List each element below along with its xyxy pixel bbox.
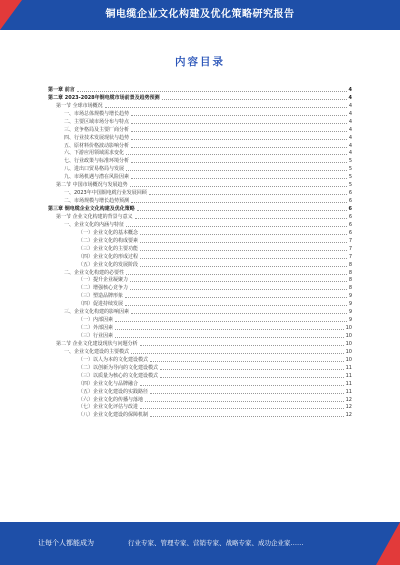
toc-entry-page: 5 — [348, 182, 352, 189]
toc-entry-title: 第二节 企业文化建设现状与问题分析 — [56, 340, 138, 347]
toc-leader-dots — [105, 107, 347, 108]
table-of-contents — [48, 85, 352, 418]
toc-entry-title: （五）企业文化建设的实践路径 — [78, 388, 149, 395]
toc-entry-page: 7 — [348, 237, 352, 244]
toc-entry-title: （三）以质量为核心的文化建设模式 — [78, 372, 159, 379]
toc-entry-page: 12 — [345, 396, 352, 403]
toc-entry-page: 4 — [348, 126, 352, 133]
toc-leader-dots — [140, 385, 344, 386]
toc-entry-page: 9 — [348, 309, 352, 316]
toc-entry-page: 6 — [348, 229, 352, 236]
toc-leader-dots — [125, 305, 347, 306]
toc-entry[interactable] — [48, 315, 352, 323]
footer-accent — [376, 522, 400, 565]
toc-entry[interactable] — [48, 268, 352, 276]
toc-entry-title: （一）企业文化的基本概念 — [78, 229, 139, 236]
toc-leader-dots — [150, 416, 344, 417]
toc-entry-page: 11 — [345, 388, 352, 395]
toc-leader-dots — [131, 147, 347, 148]
toc-entry-page: 4 — [348, 150, 352, 157]
toc-entry-page: 10 — [345, 325, 352, 332]
toc-entry-title: 第三章 铜电缆企业文化构建及优化策略 — [48, 206, 135, 212]
toc-entry-page: 12 — [345, 412, 352, 419]
toc-entry[interactable] — [48, 252, 352, 260]
toc-entry-page: 9 — [348, 293, 352, 300]
toc-entry[interactable] — [48, 141, 352, 149]
footer-slogan: 让每个人都能成为 — [38, 539, 94, 547]
toc-entry[interactable] — [48, 212, 352, 220]
toc-entry-title: （二）以创新为导向的文化建设模式 — [78, 364, 159, 371]
toc-leader-dots — [131, 202, 347, 203]
toc-entry-page: 7 — [348, 253, 352, 260]
toc-entry-page: 8 — [348, 261, 352, 268]
toc-entry[interactable] — [48, 276, 352, 284]
toc-entry-page: 9 — [348, 317, 352, 324]
toc-entry[interactable] — [48, 196, 352, 204]
toc-entry-title: 第二节 中国市场概况与发展趋势 — [56, 182, 128, 189]
toc-leader-dots — [149, 194, 347, 195]
toc-leader-dots — [140, 258, 347, 259]
toc-entry[interactable] — [48, 323, 352, 331]
toc-entry-title: 六、下游应用领域需求变化 — [64, 150, 125, 157]
toc-entry-page: 6 — [348, 213, 352, 220]
toc-entry[interactable] — [48, 331, 352, 339]
toc-entry-page: 5 — [348, 158, 352, 165]
toc-leader-dots — [130, 186, 347, 187]
toc-entry-page: 11 — [345, 380, 352, 387]
toc-entry-title: 一、企业文化的内涵与特征 — [64, 221, 125, 228]
toc-entry-page: 4 — [348, 102, 352, 109]
toc-entry-title: 一、市场总体规模与增长趋势 — [64, 110, 130, 117]
toc-entry[interactable] — [48, 172, 352, 180]
toc-entry-page: 4 — [348, 94, 352, 101]
toc-entry[interactable] — [48, 299, 352, 307]
toc-entry[interactable] — [48, 355, 352, 363]
toc-leader-dots — [115, 329, 344, 330]
toc-entry-title: 一、企业文化建设的主要模式 — [64, 348, 130, 355]
toc-entry[interactable] — [48, 260, 352, 268]
toc-entry-page: 11 — [345, 364, 352, 371]
toc-leader-dots — [130, 289, 347, 290]
toc-entry-page: 12 — [345, 404, 352, 411]
toc-leader-dots — [145, 401, 344, 402]
toc-leader-dots — [135, 218, 347, 219]
toc-leader-dots — [131, 178, 347, 179]
toc-entry-title: 五、原材料价格波动影响分析 — [64, 142, 130, 149]
toc-entry-title: （一）提升企业凝聚力 — [78, 277, 129, 284]
toc-entry-title: （八）企业文化建设的保障机制 — [78, 412, 149, 419]
toc-entry-page: 6 — [348, 190, 352, 197]
toc-entry-title: （四）促进持续发展 — [78, 301, 124, 308]
toc-entry-title: 三、企业文化构建的影响因素 — [64, 309, 130, 316]
toc-entry[interactable] — [48, 403, 352, 411]
toc-leader-dots — [150, 361, 344, 362]
toc-entry-page: 4 — [348, 142, 352, 149]
toc-entry[interactable] — [48, 125, 352, 133]
toc-entry-page: 10 — [345, 340, 352, 347]
toc-entry-page: 8 — [348, 277, 352, 284]
toc-entry[interactable] — [48, 93, 352, 101]
toc-entry-page: 8 — [348, 285, 352, 292]
toc-leader-dots — [137, 210, 347, 211]
toc-entry-page: 4 — [348, 86, 352, 93]
toc-entry[interactable] — [48, 220, 352, 228]
toc-entry-page: 6 — [348, 206, 352, 212]
toc-leader-dots — [115, 321, 347, 322]
toc-leader-dots — [126, 274, 347, 275]
toc-entry[interactable] — [48, 164, 352, 172]
toc-entry-title: （三）塑造品牌形象 — [78, 293, 124, 300]
toc-entry[interactable] — [48, 236, 352, 244]
toc-leader-dots — [140, 266, 347, 267]
toc-entry-page: 5 — [348, 166, 352, 173]
toc-entry[interactable] — [48, 291, 352, 299]
toc-entry-title: （二）企业文化的构成要素 — [78, 237, 139, 244]
toc-entry-page: 5 — [348, 174, 352, 181]
toc-entry[interactable] — [48, 410, 352, 418]
toc-entry-title: 九、市场机遇与潜在风险因素 — [64, 174, 130, 181]
toc-leader-dots — [131, 162, 347, 163]
toc-leader-dots — [131, 123, 347, 124]
toc-entry-page: 4 — [348, 118, 352, 125]
toc-leader-dots — [162, 99, 347, 100]
toc-entry[interactable] — [48, 379, 352, 387]
toc-entry-title: （三）企业文化的主要功能 — [78, 245, 139, 252]
footer-roles: 行业专家、管理专家、营销专家、战略专家、成功企业家…… — [128, 539, 304, 547]
toc-entry-title: 八、进出口贸易格局与发展 — [64, 166, 125, 173]
toc-entry[interactable] — [48, 101, 352, 109]
toc-leader-dots — [126, 226, 347, 227]
toc-entry-title: （二）外部因素 — [78, 325, 114, 332]
toc-entry-title: （一）以人为本的文化建设模式 — [78, 356, 149, 363]
toc-entry[interactable] — [48, 204, 352, 212]
toc-entry-page: 8 — [348, 269, 352, 276]
toc-entry[interactable] — [48, 156, 352, 164]
toc-leader-dots — [140, 408, 344, 409]
toc-entry[interactable] — [48, 363, 352, 371]
toc-entry-title: 第二章 2023-2028年铜电缆市场前景及趋势预测 — [48, 94, 160, 101]
toc-entry-title: 七、行业政策与标准环境分析 — [64, 158, 130, 165]
toc-leader-dots — [150, 393, 344, 394]
toc-leader-dots — [140, 345, 344, 346]
toc-leader-dots — [160, 369, 344, 370]
toc-leader-dots — [131, 353, 344, 354]
toc-leader-dots — [130, 281, 347, 282]
toc-entry-page: 10 — [345, 333, 352, 339]
toc-entry-page: 10 — [345, 348, 352, 355]
toc-entry-title: 二、主要区域市场分布与特点 — [64, 118, 130, 125]
toc-entry-page: 6 — [348, 221, 352, 228]
toc-entry[interactable] — [48, 339, 352, 347]
toc-leader-dots — [125, 297, 347, 298]
toc-leader-dots — [77, 91, 347, 92]
toc-entry-title: 第一节 全球市场概况 — [56, 102, 103, 109]
toc-leader-dots — [131, 139, 347, 140]
toc-entry-title: 二、市场规模与增长趋势预测 — [64, 198, 130, 205]
toc-entry-title: 一、2023年中国铜电缆行业发展回顾 — [64, 190, 147, 197]
toc-leader-dots — [140, 250, 347, 251]
toc-entry-title: （二）增强核心竞争力 — [78, 285, 129, 292]
toc-entry[interactable] — [48, 149, 352, 157]
toc-entry[interactable] — [48, 371, 352, 379]
toc-entry-title: （四）企业文化与品牌融合 — [78, 380, 139, 387]
toc-entry-title: 第一章 前言 — [48, 86, 75, 93]
toc-entry-title: （四）企业文化的形成过程 — [78, 253, 139, 260]
toc-entry-page: 11 — [345, 372, 352, 379]
toc-leader-dots — [131, 131, 347, 132]
toc-leader-dots — [140, 242, 347, 243]
toc-leader-dots — [131, 313, 347, 314]
toc-leader-dots — [140, 234, 347, 235]
toc-entry[interactable] — [48, 387, 352, 395]
toc-leader-dots — [126, 170, 347, 171]
toc-entry[interactable] — [48, 188, 352, 196]
toc-entry-title: （六）企业文化的传播与落地 — [78, 396, 144, 403]
report-title: 铜电缆企业文化构建及优化策略研究报告 — [105, 9, 295, 20]
toc-entry[interactable] — [48, 395, 352, 403]
toc-entry[interactable] — [48, 228, 352, 236]
toc-entry[interactable] — [48, 117, 352, 125]
toc-entry[interactable] — [48, 180, 352, 188]
toc-entry-title: 二、企业文化构建的必要性 — [64, 269, 125, 276]
toc-entry-page: 4 — [348, 110, 352, 117]
toc-entry[interactable] — [48, 347, 352, 355]
toc-entry[interactable] — [48, 283, 352, 291]
toc-entry-page: 10 — [345, 356, 352, 363]
toc-entry-title: （七）企业文化评估与改进 — [78, 404, 139, 411]
toc-leader-dots — [131, 115, 347, 116]
toc-entry-title: 三、竞争格局及主要厂商分析 — [64, 126, 130, 133]
toc-entry[interactable] — [48, 133, 352, 141]
toc-leader-dots — [160, 377, 344, 378]
toc-entry-title: （一）内部因素 — [78, 317, 114, 324]
toc-entry-title: 第一节 企业文化构建的背景与意义 — [56, 213, 133, 220]
toc-entry-page: 9 — [348, 301, 352, 308]
toc-entry[interactable] — [48, 85, 352, 93]
toc-entry-title: （三）行业因素 — [78, 333, 114, 339]
toc-leader-dots — [126, 154, 347, 155]
toc-entry-page: 4 — [348, 134, 352, 141]
toc-entry-title: （五）企业文化的发展阶段 — [78, 261, 139, 268]
toc-entry[interactable] — [48, 307, 352, 315]
toc-entry-page: 6 — [348, 198, 352, 205]
toc-entry[interactable] — [48, 244, 352, 252]
toc-leader-dots — [115, 337, 344, 338]
toc-entry-page: 7 — [348, 245, 352, 252]
toc-heading: 内容目录 — [175, 56, 225, 68]
toc-entry[interactable] — [48, 109, 352, 117]
toc-entry-title: 四、行业技术发展现状与趋势 — [64, 134, 130, 141]
